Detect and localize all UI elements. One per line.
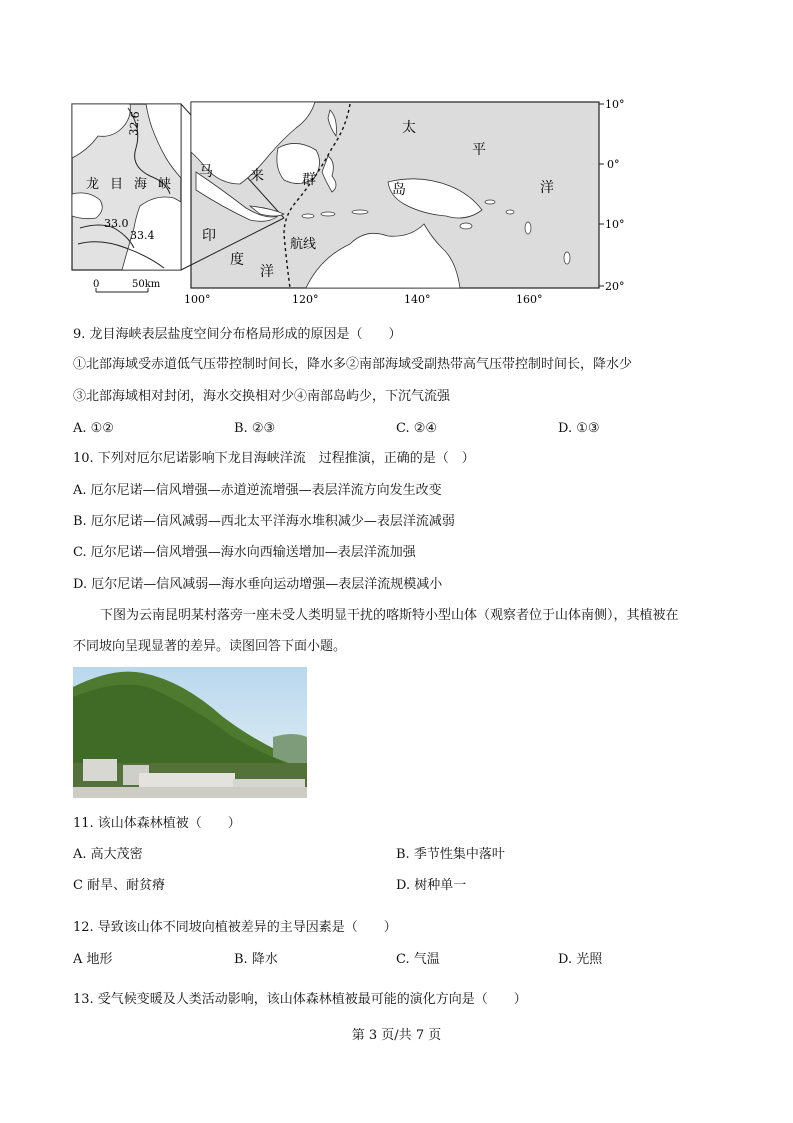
label-yang-pacific: 洋: [540, 180, 554, 196]
lat-label-20s: 20°: [605, 280, 625, 293]
lon-label-120: 120°: [292, 293, 319, 306]
q9-line1: ①北部海域受赤道低气压带控制时间长，降水多②南部海域受副热带高气压带控制时间长，降水少: [73, 357, 633, 372]
q9-option-c[interactable]: C. ②④: [396, 421, 438, 436]
scale-zero: 0: [93, 279, 100, 290]
q13-stem: 13. 受气候变暖及人类活动影响，该山体森林植被最可能的演化方向是（ ）: [73, 992, 527, 1007]
q10-stem: 10. 下列对厄尔尼诺影响下龙目海峡洋流 过程推演，正确的是（ ）: [73, 451, 475, 466]
map-svg: [70, 98, 630, 308]
q12-option-a[interactable]: A 地形: [73, 952, 113, 967]
island-1: [460, 223, 472, 229]
q11-option-b[interactable]: B. 季节性集中落叶: [396, 847, 505, 862]
page-footer: 第 3 页/共 7 页: [351, 1028, 442, 1043]
intro-line1: 下图为云南昆明某村落旁一座未受人类明显干扰的喀斯特小型山体（观察者位于山体南侧），其植被在: [100, 608, 679, 623]
island-4: [525, 222, 531, 234]
label-ma: 马: [199, 164, 213, 180]
lon-label-160: 160°: [516, 293, 543, 306]
island-7: [321, 212, 335, 216]
q10-option-d[interactable]: D. 厄尔尼诺—信风减弱—海水垂向运动增强—表层洋流规模减小: [73, 577, 443, 592]
q9-stem: 9. 龙目海峡表层盐度空间分布格局形成的原因是（ ）: [73, 327, 402, 342]
inset-strait-3: 海: [134, 177, 148, 192]
label-yin: 印: [202, 228, 216, 244]
lat-label-10s: 10°: [605, 218, 625, 231]
q12-stem: 12. 导致该山体不同坡向植被差异的主导因素是（ ）: [73, 920, 397, 935]
q11-option-d[interactable]: D. 树种单一: [396, 878, 467, 893]
q9-option-d[interactable]: D. ①③: [558, 421, 600, 436]
label-dao: 岛: [392, 182, 406, 198]
label-qun: 群: [302, 172, 316, 188]
label-yang-indian: 洋: [260, 264, 274, 280]
q9-option-b[interactable]: B. ②③: [234, 421, 276, 436]
inset-strait-4: 峡: [158, 177, 172, 192]
island-6: [302, 214, 314, 218]
q9-line2: ③北部海域相对封闭，海水交换相对少④南部岛屿少，下沉气流强: [73, 389, 451, 404]
q12-option-b[interactable]: B. 降水: [234, 952, 278, 967]
inset-strait-1: 龙: [86, 177, 100, 192]
map-figure: [70, 98, 630, 308]
island-5: [564, 252, 570, 264]
q12-option-c[interactable]: C. 气温: [396, 952, 440, 967]
photo-wall: [73, 787, 307, 798]
island-8: [352, 210, 368, 214]
scale-50km: 50km: [132, 279, 161, 290]
island-2: [485, 200, 495, 204]
inset-label-33-4: 33.4: [130, 229, 155, 242]
intro-line2: 不同坡向呈现显著的差异。读图回答下面小题。: [73, 639, 347, 654]
lon-label-140: 140°: [404, 293, 431, 306]
lon-label-100: 100°: [184, 293, 211, 306]
q11-option-a[interactable]: A. 高大茂密: [73, 847, 143, 862]
q11-option-c[interactable]: C 耐旱、耐贫瘠: [73, 878, 166, 893]
q9-option-a[interactable]: A. ①②: [73, 421, 114, 436]
island-3: [506, 210, 514, 214]
label-ping: 平: [472, 142, 486, 158]
label-lai: 来: [250, 168, 264, 184]
photo-building-1: [83, 759, 117, 781]
q12-option-d[interactable]: D. 光照: [558, 952, 603, 967]
label-route: 航线: [290, 237, 317, 252]
inset-label-32-6: 32.6: [127, 110, 143, 137]
label-tai: 太: [402, 120, 416, 136]
q10-option-b[interactable]: B. 厄尔尼诺—信风减弱—西北太平洋海水堆积减少—表层洋流减弱: [73, 514, 455, 529]
inset-label-33-0: 33.0: [104, 217, 129, 230]
q11-stem: 11. 该山体森林植被（ ）: [73, 816, 241, 831]
label-du: 度: [230, 252, 244, 268]
lat-label-0: 0°: [607, 158, 620, 171]
mountain-photo: [73, 667, 307, 798]
lat-label-10n: 10°: [605, 98, 625, 111]
q10-option-a[interactable]: A. 厄尔尼诺—信风增强—赤道逆流增强—表层洋流方向发生改变: [73, 483, 442, 498]
q10-option-c[interactable]: C. 厄尔尼诺—信风增强—海水向西输送增加—表层洋流加强: [73, 545, 416, 560]
inset-strait-2: 目: [110, 177, 124, 192]
